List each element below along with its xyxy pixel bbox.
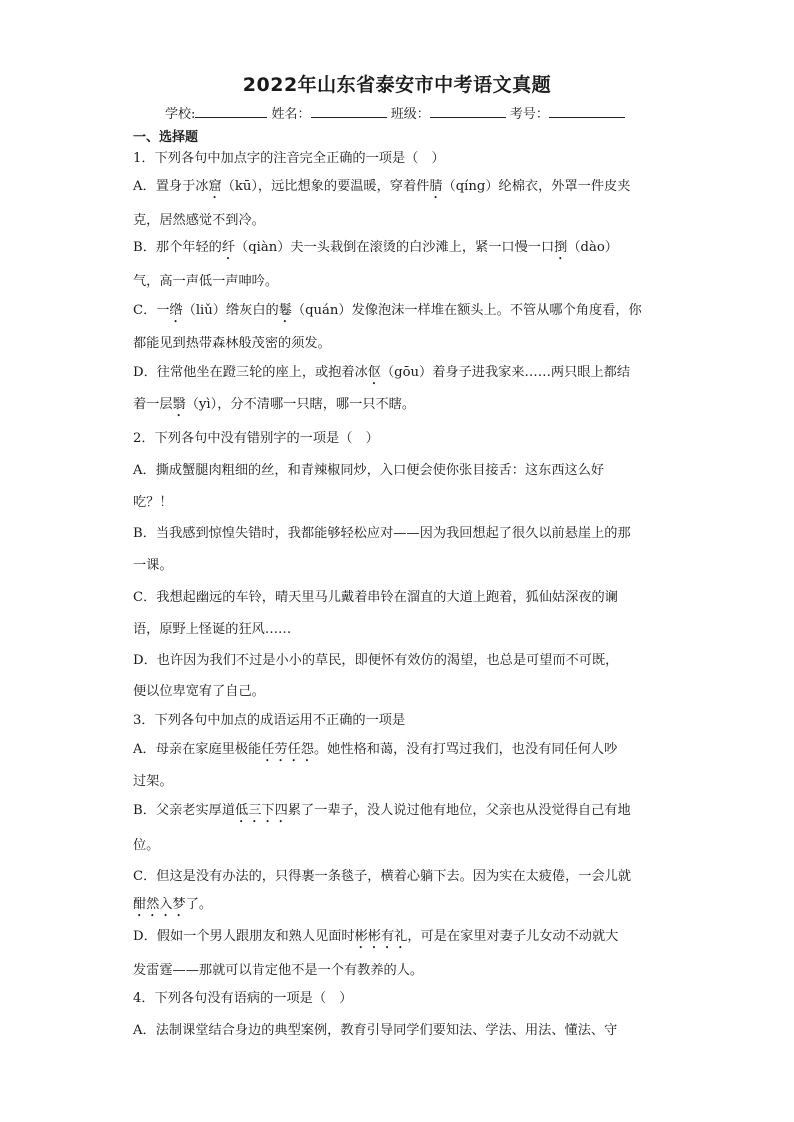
emphasized-char: 腈 — [429, 179, 443, 194]
emphasized-idiom: 彬彬有礼 — [354, 929, 408, 944]
name-blank — [311, 105, 387, 118]
class-label: 班级： — [390, 107, 430, 122]
question-3-option-d: D．假如一个男人跟朋友和熟人见面时彬彬有礼，可是在家里对妻子儿女动不动就大 — [133, 929, 619, 944]
question-1-option-d-cont: 着一层翳（yì），分不清哪一只瞎，哪一只不瞎。 — [133, 397, 416, 412]
number-label: 考号： — [509, 107, 549, 122]
question-2-stem: 2．下列各句中没有错别字的一项是（ ） — [133, 431, 379, 446]
emphasized-char: 鬈 — [278, 303, 292, 318]
question-1-option-a: A．置身于冰窟（kū），远比想象的要温暖，穿着件腈（qíng）纶棉衣，外罩一件皮夹 — [133, 179, 631, 194]
emphasized-char: 绺 — [169, 303, 183, 318]
question-2-option-a: A．撕成蟹腿肉粗细的丝，和青辣椒同炒，入口便会使你张目接舌：这东西这么好 — [133, 463, 605, 478]
question-3-option-c: C．但这是没有办法的，只得裹一条毯子，横着心躺下去。因为实在太疲倦，一会儿就 — [133, 869, 632, 884]
question-3-option-a: A．母亲在家庭里极能任劳任怨。她性格和蔼，没有打骂过我们，也没有同任何人吵 — [133, 742, 618, 757]
emphasized-idiom: 低三下四 — [235, 803, 288, 818]
question-2-option-a-cont: 吃？！ — [133, 495, 173, 510]
question-2-option-d: D．也许因为我们不过是小小的草民，即便怀有效仿的渴望，也总是可望而不可既， — [133, 653, 619, 668]
question-1-option-c-cont: 都能见到热带森林般茂密的须发。 — [133, 336, 331, 351]
question-3-stem: 3．下列各句中加点的成语运用不正确的一项是 — [133, 713, 406, 728]
question-3-option-c-cont: 酣然入梦了。 — [133, 897, 213, 912]
question-4-option-a: A．法制课堂结合身边的典型案例，教育引导同学们要知法、学法、用法、懂法、守 — [133, 1023, 618, 1038]
question-2-option-c: C．我想起幽远的车铃，晴天里马儿戴着串铃在溜直的大道上跑着，狐仙姑深夜的谰 — [133, 590, 618, 605]
school-label: 学校: — [165, 107, 196, 122]
emphasized-char: 翳 — [172, 397, 186, 412]
question-1-option-b: B．那个年轻的纤（qiàn）夫一头栽倒在滚烫的白沙滩上，紧一口慢一口捯（dào） — [133, 240, 618, 255]
school-blank — [195, 105, 267, 118]
student-info-row — [165, 103, 625, 122]
question-1-option-a-cont: 克，居然感觉不到冷。 — [133, 213, 265, 228]
question-1-option-b-cont: 气，高一声低一声呻吟。 — [133, 274, 279, 289]
emphasized-char: 纤 — [221, 240, 236, 255]
question-2-option-b-cont: 一课。 — [133, 558, 173, 573]
question-3-option-d-cont: 发雷霆——那就可以肯定他不是一个有教养的人。 — [133, 963, 424, 978]
question-4-stem: 4．下列各句没有语病的一项是（ ） — [133, 991, 353, 1006]
question-3-option-b-cont: 位。 — [133, 838, 160, 853]
section-title: 一、选择题 — [133, 130, 199, 145]
emphasized-char: 窟 — [208, 179, 222, 194]
name-label: 姓名： — [271, 107, 311, 122]
question-3-option-a-cont: 过架。 — [133, 774, 173, 789]
emphasized-idiom: 酣然入梦 — [133, 897, 186, 912]
question-1-stem: 1．下列各句中加点字的注音完全正确的一项是（ ） — [133, 151, 445, 166]
question-2-option-b: B．当我感到惊惶失错时，我都能够轻松应对——因为我回想起了很久以前悬崖上的那 — [133, 526, 631, 541]
question-2-option-d-cont: 便以位卑宽宥了自己。 — [133, 684, 265, 699]
class-blank — [430, 105, 506, 118]
page-title: 2022年山东省泰安市中考语文真题 — [242, 74, 552, 96]
emphasized-char: 伛 — [367, 365, 381, 380]
question-1-option-c: C．一绺（liǔ）绺灰白的鬈（quán）发像泡沫一样堆在额头上。不管从哪个角度看，你 — [133, 303, 642, 318]
question-3-option-b: B．父亲老实厚道低三下四累了一辈子，没人说过他有地位，父亲也从没觉得自己有地 — [133, 803, 631, 818]
emphasized-idiom: 任劳任怨 — [261, 742, 314, 757]
number-blank — [549, 105, 625, 118]
emphasized-char: 捯 — [554, 240, 568, 255]
question-2-option-c-cont: 语，原野上怪诞的狂风…… — [133, 622, 292, 637]
question-1-option-d: D．往常他坐在蹬三轮的座上，或抱着冰伛（gōu）着身子进我家来……两只眼上都结 — [133, 365, 631, 380]
